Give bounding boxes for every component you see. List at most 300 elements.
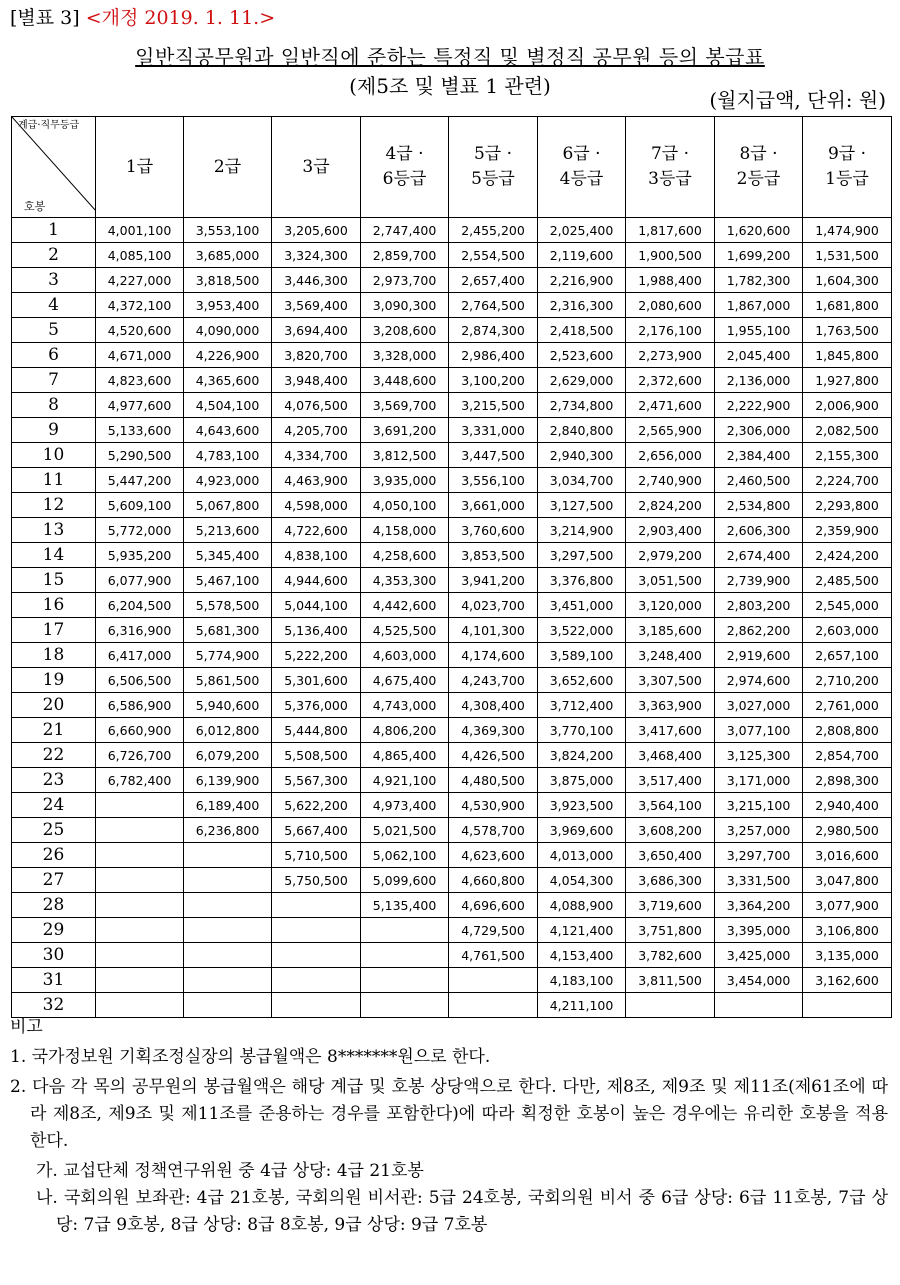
salary-cell: 5,578,500	[184, 593, 272, 618]
salary-cell: 2,919,600	[715, 643, 803, 668]
table-corner-cell	[12, 117, 96, 218]
table-row	[12, 768, 892, 793]
salary-cell: 3,324,300	[272, 243, 361, 268]
salary-cell: 3,691,200	[361, 418, 449, 443]
salary-cell: 2,176,100	[626, 318, 715, 343]
step-number: 17	[12, 618, 96, 643]
salary-cell: 4,660,800	[449, 868, 538, 893]
salary-cell: 3,923,500	[538, 793, 626, 818]
salary-cell: 2,359,900	[803, 518, 892, 543]
table-row	[12, 643, 892, 668]
salary-cell: 4,598,000	[272, 493, 361, 518]
salary-cell: 4,921,100	[361, 768, 449, 793]
salary-cell: 2,554,500	[449, 243, 538, 268]
document-title: 일반직공무원과 일반직에 준하는 특정직 및 별정직 공무원 등의 봉급표	[135, 45, 765, 69]
salary-cell: 2,979,200	[626, 543, 715, 568]
salary-cell: 2,973,700	[361, 268, 449, 293]
salary-cell: 4,001,100	[96, 218, 184, 243]
salary-cell: 4,743,000	[361, 693, 449, 718]
table-row	[12, 718, 892, 743]
salary-cell: 2,424,200	[803, 543, 892, 568]
salary-cell: 3,376,800	[538, 568, 626, 593]
table-row	[12, 243, 892, 268]
salary-cell	[272, 918, 361, 943]
salary-cell: 3,090,300	[361, 293, 449, 318]
salary-cell: 4,153,400	[538, 943, 626, 968]
salary-cell: 3,569,700	[361, 393, 449, 418]
salary-cell: 2,840,800	[538, 418, 626, 443]
salary-cell: 6,586,900	[96, 693, 184, 718]
salary-cell: 3,522,000	[538, 618, 626, 643]
salary-cell: 2,293,800	[803, 493, 892, 518]
step-number: 23	[12, 768, 96, 793]
salary-cell: 2,485,500	[803, 568, 892, 593]
salary-cell: 5,067,800	[184, 493, 272, 518]
salary-cell: 2,418,500	[538, 318, 626, 343]
salary-cell: 3,125,300	[715, 743, 803, 768]
table-row	[12, 893, 892, 918]
annex-label: [별표 3]	[10, 7, 80, 29]
salary-cell: 2,874,300	[449, 318, 538, 343]
step-number: 27	[12, 868, 96, 893]
unit-note: (월지급액, 단위: 원)	[709, 88, 886, 112]
salary-cell: 5,062,100	[361, 843, 449, 868]
salary-cell: 3,853,500	[449, 543, 538, 568]
table-row	[12, 418, 892, 443]
salary-cell	[184, 843, 272, 868]
remark-item-2: 2. 다음 각 목의 공무원의 봉급월액은 해당 계급 및 호봉 상당액으로 한다. 다만, 제8조, 제9조 및 제11조(제61조에 따라 제8조, 제9조 및 제11조를 준용하는 경우를 포함한다)에 따라 획정한 호봉이 높은 경우에는 유리한 호봉을 적용한다.	[10, 1077, 888, 1151]
salary-cell: 2,224,700	[803, 468, 892, 493]
salary-cell	[449, 968, 538, 993]
salary-cell: 6,660,900	[96, 718, 184, 743]
salary-cell: 2,155,300	[803, 443, 892, 468]
step-number: 20	[12, 693, 96, 718]
salary-cell: 2,903,400	[626, 518, 715, 543]
column-header: 5급 · 5등급	[449, 117, 538, 218]
salary-cell: 6,077,900	[96, 568, 184, 593]
salary-cell: 2,854,700	[803, 743, 892, 768]
salary-cell: 5,467,100	[184, 568, 272, 593]
salary-cell: 3,364,200	[715, 893, 803, 918]
salary-cell	[96, 793, 184, 818]
table-row	[12, 518, 892, 543]
corner-grade-label: 계급·직무등급	[18, 120, 80, 131]
corner-step-label: 호봉	[24, 200, 46, 213]
salary-cell: 4,090,000	[184, 318, 272, 343]
salary-cell: 2,306,000	[715, 418, 803, 443]
salary-cell	[184, 918, 272, 943]
salary-cell: 3,517,400	[626, 768, 715, 793]
salary-cell: 2,974,600	[715, 668, 803, 693]
table-row	[12, 543, 892, 568]
salary-cell: 4,504,100	[184, 393, 272, 418]
step-number: 4	[12, 293, 96, 318]
salary-cell: 1,763,500	[803, 318, 892, 343]
salary-cell: 5,044,100	[272, 593, 361, 618]
salary-cell: 4,729,500	[449, 918, 538, 943]
salary-cell: 3,447,500	[449, 443, 538, 468]
salary-cell: 4,806,200	[361, 718, 449, 743]
salary-cell: 4,761,500	[449, 943, 538, 968]
salary-cell: 2,940,300	[538, 443, 626, 468]
salary-cell: 3,948,400	[272, 368, 361, 393]
remarks-heading: 비고	[10, 1017, 43, 1037]
salary-cell: 6,316,900	[96, 618, 184, 643]
salary-cell: 4,643,600	[184, 418, 272, 443]
step-number: 21	[12, 718, 96, 743]
salary-cell: 2,006,900	[803, 393, 892, 418]
salary-cell: 3,047,800	[803, 868, 892, 893]
salary-cell: 6,012,800	[184, 718, 272, 743]
salary-cell: 2,740,900	[626, 468, 715, 493]
salary-cell: 2,747,400	[361, 218, 449, 243]
salary-cell	[272, 943, 361, 968]
salary-cell: 2,136,000	[715, 368, 803, 393]
salary-cell: 4,783,100	[184, 443, 272, 468]
salary-cell: 3,824,200	[538, 743, 626, 768]
salary-cell: 3,812,500	[361, 443, 449, 468]
salary-cell: 1,681,800	[803, 293, 892, 318]
salary-cell: 4,308,400	[449, 693, 538, 718]
table-row	[12, 593, 892, 618]
table-row	[12, 393, 892, 418]
salary-cell: 1,699,200	[715, 243, 803, 268]
salary-cell: 3,811,500	[626, 968, 715, 993]
remark-subitem-ga: 가. 교섭단체 정책연구위원 중 4급 상당: 4급 21호봉	[36, 1161, 424, 1181]
table-row	[12, 568, 892, 593]
salary-cell: 3,100,200	[449, 368, 538, 393]
salary-cell: 2,657,400	[449, 268, 538, 293]
salary-cell: 4,525,500	[361, 618, 449, 643]
salary-cell: 3,248,400	[626, 643, 715, 668]
salary-cell: 3,712,400	[538, 693, 626, 718]
salary-cell: 2,372,600	[626, 368, 715, 393]
table-row	[12, 493, 892, 518]
column-header: 7급 · 3등급	[626, 117, 715, 218]
salary-cell: 6,417,000	[96, 643, 184, 668]
salary-cell: 3,685,000	[184, 243, 272, 268]
salary-cell: 3,969,600	[538, 818, 626, 843]
step-number: 5	[12, 318, 96, 343]
salary-cell: 3,818,500	[184, 268, 272, 293]
salary-cell: 2,674,400	[715, 543, 803, 568]
table-row	[12, 218, 892, 243]
salary-cell: 1,927,800	[803, 368, 892, 393]
salary-cell: 5,609,100	[96, 493, 184, 518]
salary-cell: 2,273,900	[626, 343, 715, 368]
salary-cell: 4,838,100	[272, 543, 361, 568]
salary-cell: 4,603,000	[361, 643, 449, 668]
salary-cell: 3,331,000	[449, 418, 538, 443]
step-number: 30	[12, 943, 96, 968]
salary-cell: 5,447,200	[96, 468, 184, 493]
salary-cell: 3,448,600	[361, 368, 449, 393]
salary-cell: 6,782,400	[96, 768, 184, 793]
column-header: 2급	[184, 117, 272, 218]
salary-cell	[96, 968, 184, 993]
salary-cell: 4,973,400	[361, 793, 449, 818]
salary-cell: 6,079,200	[184, 743, 272, 768]
table-row	[12, 818, 892, 843]
salary-cell: 4,158,000	[361, 518, 449, 543]
step-number: 28	[12, 893, 96, 918]
salary-cell: 4,353,300	[361, 568, 449, 593]
salary-cell	[96, 818, 184, 843]
salary-cell: 2,986,400	[449, 343, 538, 368]
salary-cell	[96, 943, 184, 968]
salary-cell: 2,734,800	[538, 393, 626, 418]
salary-cell: 4,121,400	[538, 918, 626, 943]
salary-cell: 4,530,900	[449, 793, 538, 818]
salary-cell: 3,569,400	[272, 293, 361, 318]
salary-cell: 1,845,800	[803, 343, 892, 368]
salary-cell: 3,820,700	[272, 343, 361, 368]
salary-cell: 2,316,300	[538, 293, 626, 318]
salary-cell: 1,531,500	[803, 243, 892, 268]
salary-cell: 3,135,000	[803, 943, 892, 968]
salary-cell: 4,334,700	[272, 443, 361, 468]
salary-cell: 3,297,700	[715, 843, 803, 868]
salary-cell: 5,222,200	[272, 643, 361, 668]
table-row	[12, 318, 892, 343]
salary-cell: 2,803,200	[715, 593, 803, 618]
salary-cell: 2,534,800	[715, 493, 803, 518]
salary-cell: 3,468,400	[626, 743, 715, 768]
salary-cell: 4,205,700	[272, 418, 361, 443]
salary-cell: 3,034,700	[538, 468, 626, 493]
salary-cell: 3,953,400	[184, 293, 272, 318]
salary-cell: 3,941,200	[449, 568, 538, 593]
salary-cell: 3,208,600	[361, 318, 449, 343]
step-number: 12	[12, 493, 96, 518]
salary-cell: 4,365,600	[184, 368, 272, 393]
salary-cell	[96, 868, 184, 893]
salary-cell: 2,222,900	[715, 393, 803, 418]
salary-cell: 5,940,600	[184, 693, 272, 718]
salary-cell: 3,027,000	[715, 693, 803, 718]
revision-note: <개정 2019. 1. 11.>	[85, 7, 276, 29]
salary-cell: 2,710,200	[803, 668, 892, 693]
salary-cell: 3,451,000	[538, 593, 626, 618]
salary-cell: 1,604,300	[803, 268, 892, 293]
salary-cell: 4,227,000	[96, 268, 184, 293]
salary-cell: 3,446,300	[272, 268, 361, 293]
salary-cell: 1,782,300	[715, 268, 803, 293]
salary-cell: 2,739,900	[715, 568, 803, 593]
salary-cell: 2,384,400	[715, 443, 803, 468]
salary-cell: 4,258,600	[361, 543, 449, 568]
column-header: 4급 · 6등급	[361, 117, 449, 218]
salary-cell: 4,023,700	[449, 593, 538, 618]
table-row	[12, 868, 892, 893]
step-number: 22	[12, 743, 96, 768]
salary-cell: 2,764,500	[449, 293, 538, 318]
column-header: 1급	[96, 117, 184, 218]
salary-cell: 3,297,500	[538, 543, 626, 568]
salary-cell: 5,710,500	[272, 843, 361, 868]
step-number: 19	[12, 668, 96, 693]
salary-cell	[96, 843, 184, 868]
salary-cell: 3,331,500	[715, 868, 803, 893]
table-body	[12, 218, 892, 1018]
salary-cell	[184, 868, 272, 893]
salary-cell	[184, 968, 272, 993]
salary-cell: 4,520,600	[96, 318, 184, 343]
step-number: 14	[12, 543, 96, 568]
salary-cell: 4,088,900	[538, 893, 626, 918]
salary-cell: 5,861,500	[184, 668, 272, 693]
table-row	[12, 943, 892, 968]
salary-cell: 3,608,200	[626, 818, 715, 843]
salary-cell: 5,681,300	[184, 618, 272, 643]
salary-cell: 2,862,200	[715, 618, 803, 643]
salary-cell: 3,162,600	[803, 968, 892, 993]
salary-cell: 4,923,000	[184, 468, 272, 493]
table-row	[12, 843, 892, 868]
step-number: 26	[12, 843, 96, 868]
salary-cell: 3,417,600	[626, 718, 715, 743]
step-number: 1	[12, 218, 96, 243]
salary-cell: 2,082,500	[803, 418, 892, 443]
salary-table	[11, 116, 892, 1018]
table-row	[12, 368, 892, 393]
salary-cell: 2,080,600	[626, 293, 715, 318]
salary-cell	[96, 893, 184, 918]
salary-cell: 4,085,100	[96, 243, 184, 268]
salary-cell: 5,135,400	[361, 893, 449, 918]
step-number: 25	[12, 818, 96, 843]
salary-cell: 4,076,500	[272, 393, 361, 418]
salary-cell: 2,523,600	[538, 343, 626, 368]
salary-cell: 4,013,000	[538, 843, 626, 868]
step-number: 7	[12, 368, 96, 393]
salary-cell: 5,376,000	[272, 693, 361, 718]
salary-cell: 5,301,600	[272, 668, 361, 693]
salary-cell: 1,988,400	[626, 268, 715, 293]
salary-cell	[272, 893, 361, 918]
salary-cell: 6,236,800	[184, 818, 272, 843]
salary-cell: 4,050,100	[361, 493, 449, 518]
salary-cell: 3,760,600	[449, 518, 538, 543]
salary-cell: 1,620,600	[715, 218, 803, 243]
step-number: 15	[12, 568, 96, 593]
step-number: 16	[12, 593, 96, 618]
salary-cell: 3,751,800	[626, 918, 715, 943]
table-row	[12, 293, 892, 318]
salary-cell: 2,808,800	[803, 718, 892, 743]
table-row	[12, 918, 892, 943]
table-row	[12, 443, 892, 468]
salary-cell: 4,865,400	[361, 743, 449, 768]
salary-cell: 3,328,000	[361, 343, 449, 368]
salary-cell: 5,021,500	[361, 818, 449, 843]
step-number: 18	[12, 643, 96, 668]
salary-cell: 5,667,400	[272, 818, 361, 843]
salary-cell: 4,442,600	[361, 593, 449, 618]
salary-cell: 4,696,600	[449, 893, 538, 918]
salary-cell: 3,077,100	[715, 718, 803, 743]
salary-cell: 3,257,000	[715, 818, 803, 843]
step-number: 13	[12, 518, 96, 543]
step-number: 2	[12, 243, 96, 268]
step-number: 24	[12, 793, 96, 818]
salary-cell: 1,867,000	[715, 293, 803, 318]
salary-cell: 3,782,600	[626, 943, 715, 968]
salary-cell: 4,671,000	[96, 343, 184, 368]
salary-cell: 6,506,500	[96, 668, 184, 693]
document-subtitle: (제5조 및 별표 1 관련)	[349, 74, 551, 98]
salary-cell: 3,770,100	[538, 718, 626, 743]
salary-cell: 3,935,000	[361, 468, 449, 493]
salary-cell: 4,722,600	[272, 518, 361, 543]
salary-cell: 3,395,000	[715, 918, 803, 943]
salary-cell: 5,935,200	[96, 543, 184, 568]
step-number: 10	[12, 443, 96, 468]
salary-cell	[361, 943, 449, 968]
salary-cell: 2,606,300	[715, 518, 803, 543]
salary-cell: 6,139,900	[184, 768, 272, 793]
salary-cell: 2,025,400	[538, 218, 626, 243]
salary-cell	[361, 918, 449, 943]
salary-cell: 2,898,300	[803, 768, 892, 793]
table-header-row	[12, 117, 892, 218]
salary-cell: 3,686,300	[626, 868, 715, 893]
salary-cell: 2,119,600	[538, 243, 626, 268]
salary-cell: 5,099,600	[361, 868, 449, 893]
salary-cell: 1,900,500	[626, 243, 715, 268]
salary-cell: 2,980,500	[803, 818, 892, 843]
salary-cell: 5,774,900	[184, 643, 272, 668]
salary-cell: 6,726,700	[96, 743, 184, 768]
salary-cell: 2,629,000	[538, 368, 626, 393]
salary-cell: 3,077,900	[803, 893, 892, 918]
salary-cell: 1,955,100	[715, 318, 803, 343]
annex-line	[10, 3, 275, 30]
column-header: 8급 · 2등급	[715, 117, 803, 218]
salary-cell: 6,204,500	[96, 593, 184, 618]
salary-cell: 4,226,900	[184, 343, 272, 368]
salary-cell: 3,215,100	[715, 793, 803, 818]
salary-cell: 5,622,200	[272, 793, 361, 818]
salary-cell	[184, 893, 272, 918]
salary-cell: 3,106,800	[803, 918, 892, 943]
remarks-section	[10, 1014, 888, 1239]
salary-cell: 2,656,000	[626, 443, 715, 468]
remark-item-1: 1. 국가정보원 기획조정실장의 봉급월액은 8*******원으로 한다.	[10, 1047, 491, 1067]
salary-cell: 1,817,600	[626, 218, 715, 243]
salary-cell: 3,051,500	[626, 568, 715, 593]
step-number: 9	[12, 418, 96, 443]
table-row	[12, 268, 892, 293]
table-row	[12, 618, 892, 643]
salary-cell	[361, 968, 449, 993]
table-row	[12, 343, 892, 368]
salary-cell: 3,650,400	[626, 843, 715, 868]
salary-cell: 4,054,300	[538, 868, 626, 893]
salary-cell: 4,211,100	[538, 993, 626, 1018]
salary-cell	[96, 918, 184, 943]
salary-cell: 5,136,400	[272, 618, 361, 643]
table-row	[12, 743, 892, 768]
salary-cell: 3,120,000	[626, 593, 715, 618]
salary-cell: 3,589,100	[538, 643, 626, 668]
salary-cell: 2,565,900	[626, 418, 715, 443]
salary-cell: 2,940,400	[803, 793, 892, 818]
salary-cell: 4,944,600	[272, 568, 361, 593]
salary-cell: 2,216,900	[538, 268, 626, 293]
salary-cell: 4,372,100	[96, 293, 184, 318]
salary-cell: 3,127,500	[538, 493, 626, 518]
